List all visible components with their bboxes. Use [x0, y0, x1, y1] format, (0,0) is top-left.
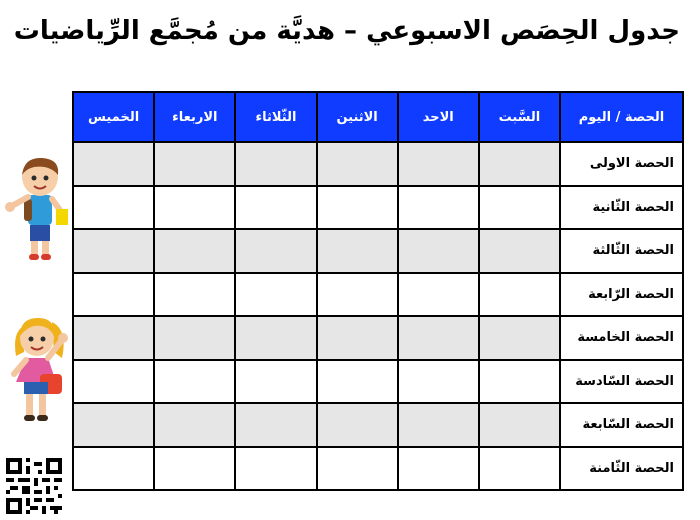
schedule-cell[interactable]: [73, 229, 154, 273]
boy-student-icon: [4, 155, 70, 267]
header-thursday: الخميس: [73, 92, 154, 142]
period-label: الحصة الخامسة: [560, 316, 683, 360]
table-row: [73, 447, 683, 491]
header-monday: الاثنين: [317, 92, 398, 142]
period-label: الحصة الرّابعة: [560, 273, 683, 317]
schedule-cell[interactable]: [73, 360, 154, 404]
schedule-cell[interactable]: [154, 316, 235, 360]
schedule-cell[interactable]: [398, 447, 479, 491]
table-row: [73, 273, 683, 317]
table-row: [73, 186, 683, 230]
schedule-cell[interactable]: [154, 360, 235, 404]
schedule-cell[interactable]: [398, 316, 479, 360]
table-row: [73, 229, 683, 273]
schedule-cell[interactable]: [154, 142, 235, 186]
schedule-cell[interactable]: [398, 273, 479, 317]
schedule-cell[interactable]: [73, 273, 154, 317]
period-label: الحصة الثّانية: [560, 186, 683, 230]
schedule-cell[interactable]: [398, 360, 479, 404]
period-label: الحصة السّابعة: [560, 403, 683, 447]
schedule-cell[interactable]: [235, 360, 316, 404]
schedule-cell[interactable]: [317, 447, 398, 491]
schedule-cell[interactable]: [235, 142, 316, 186]
schedule-cell[interactable]: [73, 142, 154, 186]
header-tuesday: الثّلاثاء: [235, 92, 316, 142]
schedule-cell[interactable]: [317, 403, 398, 447]
schedule-cell[interactable]: [479, 316, 560, 360]
qr-code-icon: [6, 458, 62, 514]
schedule-cell[interactable]: [317, 142, 398, 186]
schedule-cell[interactable]: [154, 229, 235, 273]
header-period-day: الحصة / اليوم: [560, 92, 683, 142]
schedule-cell[interactable]: [235, 273, 316, 317]
schedule-cell[interactable]: [235, 186, 316, 230]
schedule-cell[interactable]: [479, 273, 560, 317]
page-title: جدول الحِصَص الاسبوعي – هديَّة من مُجمَّع الرِّياضيات: [13, 16, 680, 46]
girl-student-icon: [4, 312, 70, 434]
schedule-cell[interactable]: [398, 229, 479, 273]
schedule-cell[interactable]: [479, 360, 560, 404]
schedule-cell[interactable]: [73, 186, 154, 230]
table-row: [73, 316, 683, 360]
header-wednesday: الاربعاء: [154, 92, 235, 142]
schedule-cell[interactable]: [398, 186, 479, 230]
schedule-cell[interactable]: [235, 447, 316, 491]
schedule-cell[interactable]: [235, 403, 316, 447]
schedule-cell[interactable]: [73, 316, 154, 360]
table-row: [73, 403, 683, 447]
period-label: الحصة الثّامنة: [560, 447, 683, 491]
schedule-cell[interactable]: [235, 229, 316, 273]
schedule-cell[interactable]: [479, 229, 560, 273]
schedule-cell[interactable]: [479, 186, 560, 230]
schedule-cell[interactable]: [398, 142, 479, 186]
schedule-cell[interactable]: [479, 447, 560, 491]
schedule-cell[interactable]: [317, 273, 398, 317]
table-row: [73, 360, 683, 404]
schedule-cell[interactable]: [154, 186, 235, 230]
schedule-cell[interactable]: [73, 403, 154, 447]
schedule-cell[interactable]: [235, 316, 316, 360]
header-saturday: السَّبت: [479, 92, 560, 142]
schedule-cell[interactable]: [317, 186, 398, 230]
schedule-cell[interactable]: [479, 403, 560, 447]
period-label: الحصة السّادسة: [560, 360, 683, 404]
weekly-schedule-table: [72, 91, 684, 491]
schedule-cell[interactable]: [73, 447, 154, 491]
header-sunday: الاحد: [398, 92, 479, 142]
period-label: الحصة الاولى: [560, 142, 683, 186]
period-label: الحصة الثّالثة: [560, 229, 683, 273]
schedule-cell[interactable]: [317, 316, 398, 360]
schedule-cell[interactable]: [154, 273, 235, 317]
schedule-cell[interactable]: [154, 447, 235, 491]
schedule-cell[interactable]: [154, 403, 235, 447]
header-row: [73, 92, 683, 142]
table-row: [73, 142, 683, 186]
schedule-cell[interactable]: [317, 360, 398, 404]
schedule-cell[interactable]: [317, 229, 398, 273]
schedule-cell[interactable]: [398, 403, 479, 447]
schedule-cell[interactable]: [479, 142, 560, 186]
